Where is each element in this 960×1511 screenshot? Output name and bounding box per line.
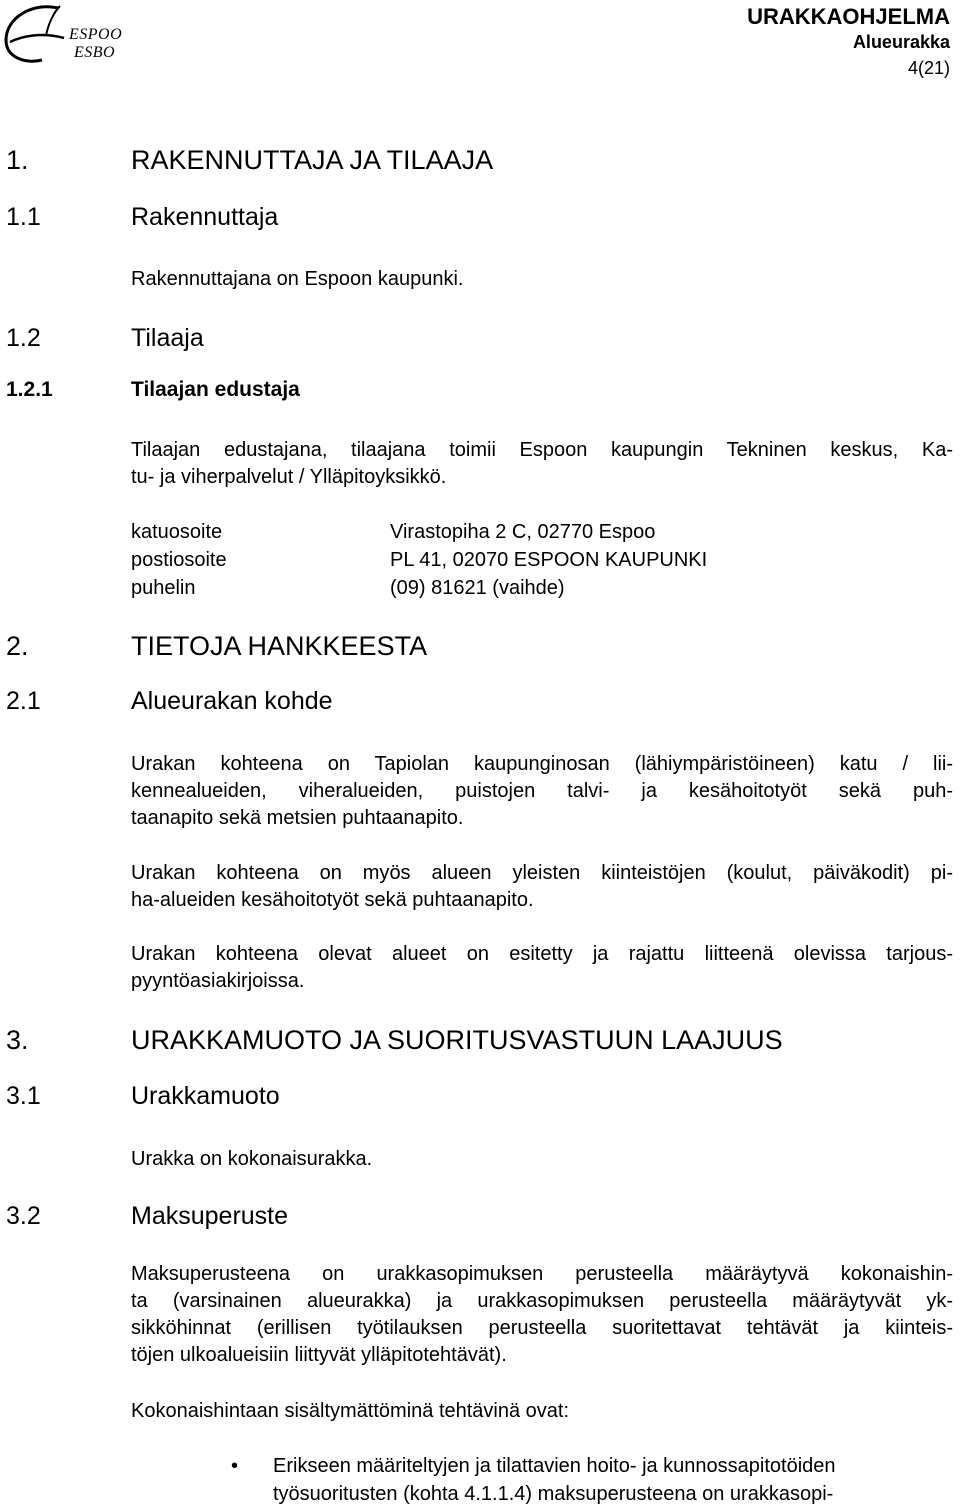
document-subtitle: Alueurakka (852, 32, 950, 53)
section-3-2-title: Maksuperuste (131, 1202, 289, 1230)
phone-label: puhelin (131, 577, 196, 599)
section-2-title: TIETOJA HANKKEESTA (131, 631, 428, 661)
contact-row-street (131, 518, 707, 546)
section-1-1-text: Rakennuttajana on Espoon kaupunki. (131, 268, 464, 290)
document-title: URAKKAOHJELMA (747, 4, 950, 29)
section-2-1-number: 2.1 (6, 687, 41, 715)
contact-row-phone (131, 574, 707, 602)
section-2-1-title: Alueurakan kohde (131, 687, 333, 715)
section-2-number: 2. (6, 631, 29, 661)
logo-text-espoo: ESPOO (69, 26, 123, 43)
section-1-1-number: 1.1 (6, 203, 41, 231)
section-2-1-paragraph-3: Urakan kohteena olevat alueet on esitetty ja rajattu liitteenä olevissa tarjous- pyyntöasiakirjoissa. (131, 943, 953, 992)
section-3-1-number: 3.1 (6, 1082, 41, 1110)
contact-row-postal (131, 546, 707, 574)
section-1-2-1-title: Tilaajan edustaja (131, 378, 300, 401)
postal-value: PL 41, 02070 ESPOON KAUPUNKI (390, 549, 708, 571)
logo-text-esbo: ESBO (74, 44, 116, 61)
section-3-2-number: 3.2 (6, 1202, 41, 1230)
section-2-1-paragraph-1: Urakan kohteena on Tapiolan kaupunginosan (lähiympäristöineen) katu / lii- kennealueiden, viheralueiden, puistojen talvi- ja kesähoitotyöt sekä puh- taanapito sekä metsien puhtaanapito. (131, 753, 953, 829)
page-number: 4(21) (907, 57, 950, 78)
bullet-item-text: Erikseen määriteltyjen ja tilattavien hoito- ja kunnossapitotöiden työsuoritusten (kohta 4.1.1.4) maksuperusteena on urakkasopi- (273, 1455, 836, 1505)
section-3-2-paragraph-1: Maksuperusteena on urakkasopimuksen perusteella määräytyvä kokonaishin- ta (varsinainen alueurakka) ja urakkasopimuksen perusteella määräytyvät yk- sikköhinnat (erillisen työtilauksen perusteella suoritettavat tehtävät ja kiinteis- töjen ulkoalueisiin liittyvät ylläpitotehtävät). (131, 1263, 953, 1366)
section-1-2-title: Tilaaja (131, 324, 204, 352)
document-header (747, 4, 950, 80)
section-1-number: 1. (6, 145, 29, 175)
section-1-2-1-number: 1.2.1 (6, 378, 53, 401)
contact-info (131, 518, 707, 602)
section-3-2-paragraph-2: Kokonaishintaan sisältymättöminä tehtävinä ovat: (131, 1400, 570, 1422)
section-1-2-1-text: Tilaajan edustajana, tilaajana toimii Espoon kaupungin Tekninen keskus, Ka- tu- ja viherpalvelut / Ylläpitoyksikkö. (131, 439, 953, 488)
section-1-title: RAKENNUTTAJA JA TILAAJA (131, 145, 494, 175)
section-1-2-number: 1.2 (6, 324, 41, 352)
section-3-1-text: Urakka on kokonaisurakka. (131, 1148, 373, 1170)
phone-value: (09) 81621 (vaihde) (390, 577, 565, 599)
section-3-number: 3. (6, 1025, 29, 1055)
section-2-1-paragraph-2: Urakan kohteena on myös alueen yleisten kiinteistöjen (koulut, päiväkodit) pi- ha-alueiden kesähoitotyöt sekä puhtaanapito. (131, 862, 953, 911)
street-value: Virastopiha 2 C, 02770 Espoo (390, 521, 656, 543)
street-label: katuosoite (131, 521, 223, 543)
postal-label: postiosoite (131, 549, 227, 571)
section-3-title: URAKKAMUOTO JA SUORITUSVASTUUN LAAJUUS (131, 1025, 783, 1055)
espoo-logo (2, 2, 142, 66)
section-1-1-title: Rakennuttaja (131, 203, 279, 231)
section-3-1-title: Urakkamuoto (131, 1082, 280, 1110)
bullet-icon: • (231, 1455, 239, 1477)
